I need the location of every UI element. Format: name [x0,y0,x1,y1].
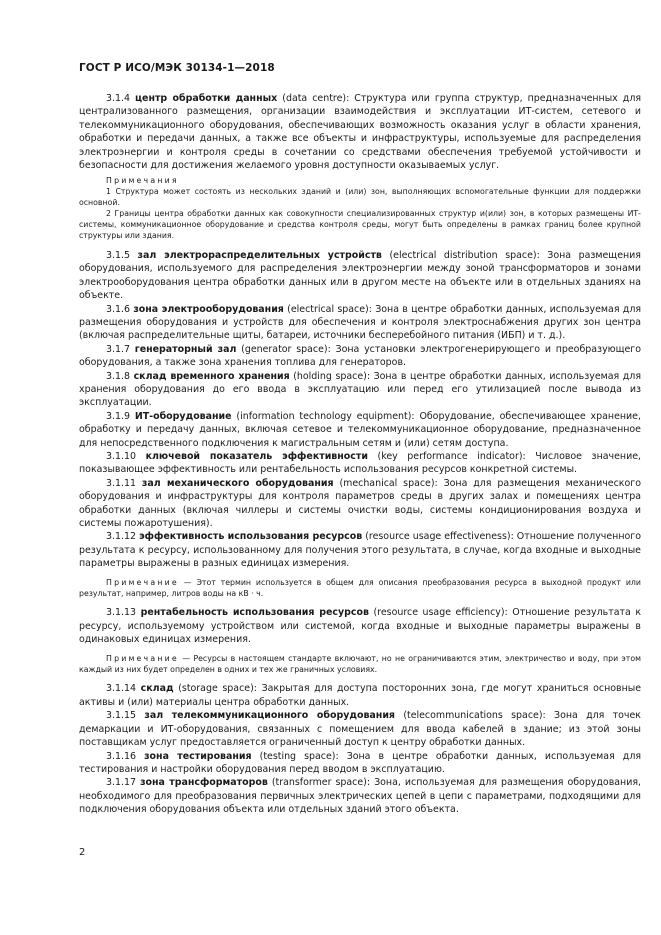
entry-3-1-4 [79,92,641,172]
entry-3-1-5: 3.1.5 зал электрораспределительных устройств (electrical distribution space): Зона размещения оборудования, используемого для распределения электроэнергии между зоной трансформаторов и зонами электрооборудования центра обработки данных или в другом месте на объекте или в отдельных зданиях на объекте. [79,249,641,302]
entry-3-1-11: 3.1.11 зал механического оборудования (mechanical space): Зона для размещения механического оборудования и инфраструктуры для контроля параметров среды в других залах и помещениях центра обработки данных (включая чиллеры и системы очистки воды, системы кондиционирования воздуха и системы пожаротушения). [79,477,641,529]
entry-3-1-16: 3.1.16 зона тестирования (testing space): Зона в центре обработки данных, используемая для тестирования и настройки оборудования перед вводом в эксплуатацию. [79,750,642,775]
entry-3-1-13: 3.1.13 рентабельность использования ресурсов (resource usage efficiency): Отношение результата к ресурсу, используемому устройством или системой, когда входные и выходные параметры выражены в одинаковых единицах измерения. [79,607,642,646]
entry-3-1-15: 3.1.15 зал телекоммуникационного оборудования (telecommunications space): Зона для точек демаркации и ИТ-оборудования, связанных с помещением для ввода кабелей в здание; из этой зоны поставщикам услуг предоставляется ограниченный доступ к центру обработки данных. [79,710,642,749]
entry-3-1-9: 3.1.9 ИТ-оборудование (information technology equipment): Оборудование, обеспечивающее хранение, обработку и передачу данных, включая сетевое и телекоммуникационное оборудование, предназначенное для непосредственного подключения к магистральным сетям и (или) сетям доступа. [79,410,641,449]
note-1: 1 Структура может состоять из нескольких зданий и (или) зон, выполняющих вспомогательные функции для поддержки основной. [79,187,641,208]
entry-term-en: (data centre): [282,93,350,104]
entry-3-1-6: 3.1.6 зона электрооборудования (electrical space): Зона в центре обработки данных, используемая для размещения оборудования и устройств для обеспечения и контроля электроснабжения других зон центра (включая распределительные щиты, батареи, источники бесперебойного питания (ИБП) и т. д.). [79,303,642,342]
page-number: 2 [79,847,86,858]
note-3-1-12: Примечание — Этот термин используется в общем для описания преобразования ресурса в выходной продукт или результат, например, литров воды на кВ · ч. [79,577,641,598]
entry-3-1-7: 3.1.7 генераторный зал (generator space): Зона установки электрогенерирующего и преобразующего оборудования, а также зона хранения топлива для генераторов. [79,343,642,369]
note-3-1-13: Примечание — Ресурсы в настоящем стандарте включают, но не ограничиваются этим, электричество и воду, при этом каждый из них будет определен в одних и тех же граничных условиях. [79,653,641,674]
notes-heading: Примечания [106,176,179,186]
entry-3-1-17: 3.1.17 зона трансформаторов (transformer space): Зона, используемая для размещения оборудования, необходимого для преобразования первичных электрических цепей в цепи с параметрами, подходящими для подключения оборудования объекта или отдельных зданий этого объекта. [79,777,642,816]
note-2: 2 Границы центра обработки данных как совокупности специализированных структур и(или) зон, в которых размещены ИТ-системы, коммуникационное оборудование и средства контроля среды, могут быть определены в рамках границ более крупной структуры или здания. [79,209,641,240]
document-header: ГОСТ Р ИСО/МЭК 30134-1—2018 [79,62,275,74]
entry-term: центр обработки данных [135,93,278,104]
entry-3-1-8: 3.1.8 склад временного хранения (holding space): Зона в центре обработки данных, используемая для хранения оборудования до его ввода в эксплуатацию или перед его утилизацией после вывода из эксплуатации. [79,370,642,409]
entry-number: 3.1.4 [106,93,131,104]
document-body [79,92,641,817]
entry-definition: Структура или группа структур, предназначенных для централизованного размещения, организации взаимодействия и эксплуатации ИТ-систем, сетевого и телекоммуникационного оборудования, обеспечивающих возможность оказания услуг в области хранения, обработки и передачи данных, а также все объекты и инфраструктуры, используемые для распределения электроэнергии и контроля среды в сочетании со средствами обеспечения требуемой устойчивости и безопасности для достижения желаемого уровня доступности оказываемых услуг. [79,93,642,172]
entry-3-1-10: 3.1.10 ключевой показатель эффективности (key performance indicator): Числовое значение, показывающее эффективность или рентабельность использования ресурсов конкретной системы. [79,450,642,476]
entry-3-1-12: 3.1.12 эффективность использования ресурсов (resource usage effectiveness): Отношение полученного результата к ресурсу, использованному для получения этого результата, в случае, когда входные и выходные параметры выражены в разных единицах измерения. [79,531,642,570]
entry-3-1-14: 3.1.14 склад (storage space): Закрытая для доступа посторонних зона, где могут храниться основные активы и (или) материалы центра обработки данных. [79,683,642,708]
